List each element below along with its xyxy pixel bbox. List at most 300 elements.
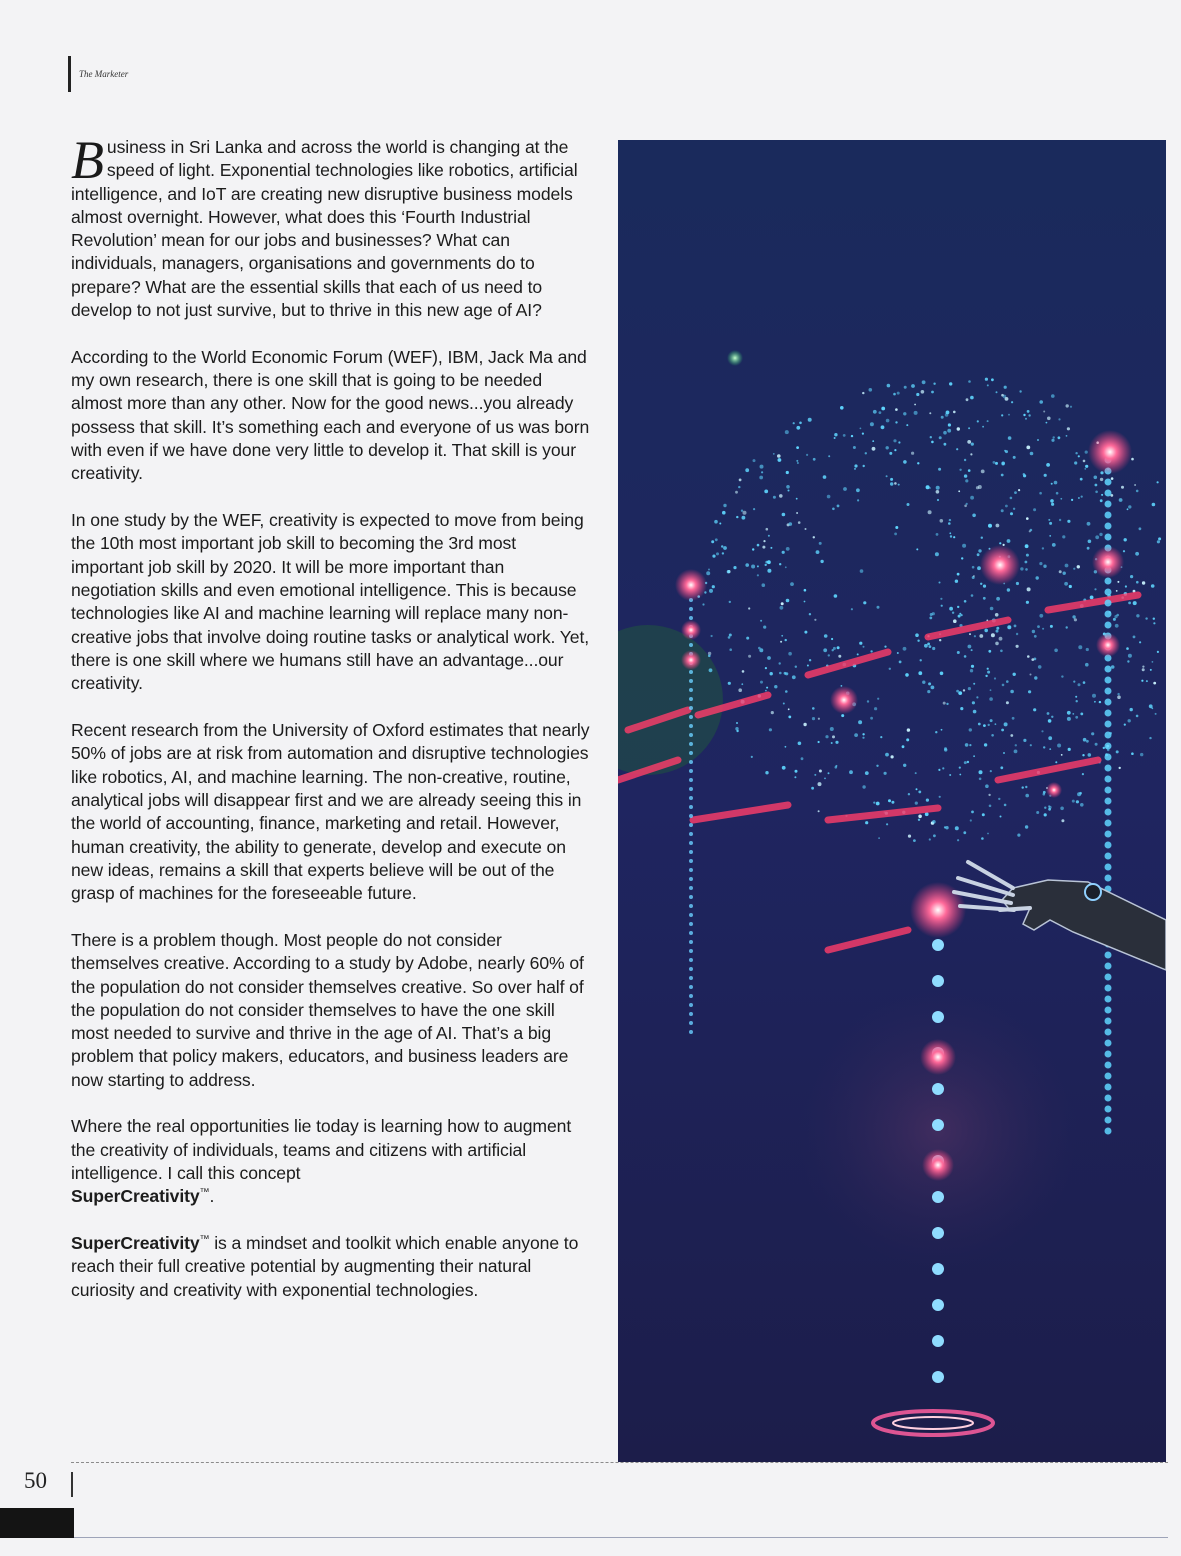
globe-dot [786,471,789,474]
globe-dot [1059,570,1062,573]
line-dot [1105,809,1112,816]
globe-dot [885,753,889,757]
globe-dot [1013,456,1016,459]
globe-dot [818,810,820,812]
globe-dot [711,540,714,543]
line-dot [932,1119,944,1131]
globe-dot [788,708,790,710]
globe-dot [996,391,998,393]
line-dot [689,994,693,998]
globe-dot [1010,497,1013,500]
globe-dot [893,393,896,396]
globe-dot [996,630,999,633]
globe-dot [782,766,786,770]
globe-dot [991,633,995,637]
globe-dot [1044,474,1047,477]
globe-dot [886,823,888,825]
line-dot [1105,831,1112,838]
globe-dot [1086,740,1089,743]
globe-dot [1095,535,1099,539]
line-dot [1105,765,1112,772]
line-dot [689,760,693,764]
pink-glow [675,569,707,601]
globe-dot [970,396,974,400]
globe-dot [1153,618,1155,620]
globe-dot [1075,696,1077,698]
globe-dot [996,627,999,630]
globe-dot [819,770,822,773]
line-dot [1105,1051,1112,1058]
globe-dot [1027,410,1030,413]
globe-dot [743,511,747,515]
globe-dot [929,487,931,489]
globe-dot [780,641,782,643]
line-dot [689,832,693,836]
globe-dot [1117,693,1119,695]
globe-dot [827,495,831,499]
globe-dot [759,476,763,480]
globe-dot [941,605,943,607]
drop-cap: B [71,130,104,190]
globe-dot [1072,615,1075,618]
globe-dot [880,736,882,738]
globe-dot [1022,786,1024,788]
globe-dot [767,656,771,660]
globe-dot [979,634,983,638]
green-glow [727,350,743,366]
globe-dot [1049,535,1051,537]
globe-dot [973,575,975,577]
globe-dot [1039,400,1043,404]
globe-dot [809,613,811,615]
globe-dot [762,546,765,549]
globe-dot [998,798,1000,800]
globe-dot [966,398,969,401]
globe-dot [914,411,918,415]
line-dot [689,805,693,809]
globe-dot [1050,625,1053,628]
globe-dot [798,742,802,746]
globe-dot [1030,529,1033,532]
line-dot [689,1012,693,1016]
globe-dot [1061,675,1063,677]
globe-dot [1030,452,1034,456]
globe-dot [1016,582,1019,585]
globe-dot [995,613,999,617]
globe-dot [729,634,732,637]
line-dot [1105,952,1112,959]
globe-dot [971,811,974,814]
globe-dot [949,519,951,521]
globe-dot [955,580,958,583]
globe-dot [970,819,972,821]
globe-dot [957,839,959,841]
globe-dot [1066,435,1068,437]
line-dot [932,1227,944,1239]
globe-dot [1077,792,1081,796]
globe-dot [941,729,943,731]
globe-dot [843,487,847,491]
globe-dot [985,378,988,381]
globe-dot [841,714,844,717]
line-dot [689,1030,693,1034]
globe-dot [1116,614,1119,617]
globe-dot [943,431,947,435]
globe-dot [950,535,952,537]
line-dot [1105,864,1112,871]
globe-dot [968,687,971,690]
globe-dot [978,723,981,726]
globe-dot [757,544,760,547]
line-dot [689,940,693,944]
globe-dot [1001,394,1004,397]
globe-dot [949,774,951,776]
globe-dot [884,772,887,775]
globe-dot [1141,680,1143,682]
ai-globe-illustration [618,140,1166,1462]
globe-dot [1067,427,1070,430]
globe-dot [804,631,807,634]
globe-dot [796,498,798,500]
globe-dot [970,453,972,455]
globe-dot [872,440,874,442]
paragraph-4: Recent research from the University of Oxford estimates that nearly 50% of jobs are at risk from automation and disruptive technologies like robotics, AI, and machine learning. The non-creative, routine, analytical jobs will disappear first and we are already seeing this in the world of accounting, finance, marketing and retail. However, human creativity, the ability to generate, develop and execute on new ideas, remains a skill that experts believe will be out of the grasp of machines for the foreseeable future. [71,720,590,904]
globe-dot [987,833,989,835]
line-dot [1105,754,1112,761]
globe-dot [1025,794,1029,798]
globe-dot [877,698,879,700]
paragraph-3: In one study by the WEF, creativity is expected to move from being the 10th most important job skill to becoming the 3rd most important job skill by 2020. It will be more important than negotiation skills and even emotional intelligence. This is because technologies like AI and machine learning will replace many non-creative jobs that involve doing routine tasks or analytical work. Yet, there is one skill where we humans still have an advantage...our creativity. [71,510,590,694]
globe-dot [891,755,894,758]
globe-dot [928,510,932,514]
globe-dot [979,778,982,781]
globe-dot [870,422,874,426]
globe-dot [708,655,711,658]
globe-dot [830,727,834,731]
globe-dot [877,606,880,609]
globe-dot [867,700,869,702]
globe-dot [1004,722,1008,726]
globe-dot [1125,585,1127,587]
globe-dot [908,835,911,838]
globe-dot [982,426,984,428]
globe-dot [903,412,906,415]
globe-dot [828,455,830,457]
globe-dot [788,490,790,492]
line-dot [689,814,693,818]
globe-dot [1048,736,1052,740]
globe-dot [786,547,790,551]
globe-dot [1082,754,1084,756]
globe-dot [876,802,880,806]
globe-dot [712,555,715,558]
globe-dot [1013,673,1016,676]
pink-glow [681,650,701,670]
globe-dot [958,691,962,695]
globe-dot [917,462,919,464]
globe-dot [783,703,785,705]
globe-dot [1119,767,1121,769]
globe-dot [757,565,759,567]
globe-dot [940,519,944,523]
globe-dot [908,793,910,795]
globe-dot [876,765,878,767]
globe-dot [1152,503,1156,507]
globe-dot [1014,625,1017,628]
globe-dot [825,735,828,738]
globe-dot [834,594,838,598]
globe-dot [835,741,838,744]
line-dot [1105,490,1112,497]
globe-dot [916,788,918,790]
globe-dot [1133,636,1136,639]
globe-dot [949,607,953,611]
article-body [71,130,591,1326]
globe-dot [770,672,773,675]
globe-dot [786,485,790,489]
line-dot [689,733,693,737]
globe-dot [765,667,767,669]
globe-dot [812,707,815,710]
globe-dot [957,651,960,654]
globe-dot [969,744,971,746]
globe-dot [1072,800,1075,803]
globe-dot [956,448,958,450]
globe-dot [948,522,951,525]
line-dot [1105,985,1112,992]
globe-dot [736,722,738,724]
globe-dot [769,728,772,731]
globe-dot [991,734,994,737]
globe-dot [969,728,972,731]
globe-dot [1036,811,1039,814]
globe-dot [796,512,798,514]
globe-dot [938,769,940,771]
globe-dot [1028,414,1030,416]
globe-dot [1080,803,1084,807]
globe-dot [967,761,969,763]
globe-dot [1062,535,1065,538]
globe-dot [1055,761,1057,763]
globe-dot [702,603,704,605]
globe-dot [1095,484,1098,487]
globe-dot [840,406,844,410]
globe-dot [760,681,763,684]
line-dot [1105,787,1112,794]
globe-dot [1032,630,1035,633]
globe-dot [858,720,862,724]
globe-dot [1117,581,1119,583]
globe-dot [989,805,992,808]
globe-dot [1071,499,1073,501]
line-dot [1105,1128,1112,1135]
globe-dot [1043,411,1045,413]
globe-dot [762,583,766,587]
globe-dot [994,677,996,679]
globe-dot [933,834,936,837]
globe-dot [940,598,942,600]
globe-dot [1131,752,1134,755]
globe-dot [972,566,975,569]
line-dot [689,1021,693,1025]
globe-dot [748,607,750,609]
globe-dot [971,594,974,597]
globe-dot [895,421,897,423]
globe-dot [1146,680,1148,682]
globe-dot [1135,552,1139,556]
globe-dot [1142,666,1144,668]
globe-dot [888,799,891,802]
globe-dot [1054,481,1058,485]
globe-dot [890,482,893,485]
globe-dot [1088,753,1092,757]
globe-dot [1023,473,1025,475]
line-dot [689,742,693,746]
globe-dot [1074,461,1077,464]
globe-dot [921,390,925,394]
globe-dot [968,427,970,429]
globe-dot [1054,649,1058,653]
globe-dot [716,552,719,555]
globe-dot [911,452,914,455]
globe-dot [981,537,983,539]
globe-dot [993,461,996,464]
globe-dot [983,585,986,588]
globe-dot [823,648,827,652]
globe-dot [1061,754,1063,756]
globe-dot [1031,658,1034,661]
globe-dot [893,439,896,442]
globe-dot [1091,732,1094,735]
line-dot [932,939,944,951]
globe-dot [999,637,1003,641]
globe-dot [796,446,799,449]
globe-dot [949,382,952,385]
globe-dot [903,764,906,767]
globe-dot [886,475,888,477]
globe-dot [968,645,972,649]
globe-dot [1048,519,1050,521]
globe-dot [863,646,865,648]
line-dot [1105,1084,1112,1091]
globe-dot [1001,474,1004,477]
globe-dot [735,727,738,730]
globe-dot [894,533,897,536]
globe-dot [794,776,796,778]
globe-dot [859,642,862,645]
globe-dot [1004,804,1007,807]
globe-dot [1136,490,1139,493]
globe-dot [952,612,954,614]
globe-dot [733,566,736,569]
globe-dot [741,683,743,685]
globe-dot [761,471,763,473]
globe-dot [706,571,710,575]
globe-dot [814,619,816,621]
globe-dot [1075,716,1078,719]
globe-dot [1047,712,1050,715]
globe-dot [929,838,931,840]
globe-dot [1000,766,1003,769]
globe-dot [765,564,767,566]
globe-dot [897,392,900,395]
globe-dot [714,520,718,524]
globe-dot [832,508,835,511]
globe-dot [1025,561,1028,564]
globe-dot [1005,397,1009,401]
globe-dot [895,408,898,411]
globe-dot [962,544,966,548]
globe-dot [708,569,710,571]
paragraph-6-text: Where the real opportunities lie today is learning how to augment the creativity of individuals, teams and citizens with artificial intelligence. I call this concept [71,1116,572,1184]
globe-dot [926,485,930,489]
globe-dot [918,671,922,675]
footer-dashed-rule [71,1462,1168,1463]
globe-dot [1082,773,1084,775]
line-dot [689,841,693,845]
globe-dot [938,468,941,471]
line-dot [689,886,693,890]
line-dot [689,769,693,773]
line-dot [932,1263,944,1275]
globe-dot [1048,719,1052,723]
globe-dot [999,542,1001,544]
line-dot [1105,721,1112,728]
globe-dot [928,682,931,685]
globe-dot [1014,750,1018,754]
globe-dot [834,437,836,439]
globe-dot [1074,618,1077,621]
globe-dot [965,479,968,482]
globe-dot [832,649,834,651]
globe-dot [1116,750,1119,753]
globe-dot [904,386,907,389]
globe-dot [956,690,959,693]
globe-dot [865,452,867,454]
line-dot [932,1299,944,1311]
globe-dot [1157,481,1159,483]
globe-dot [760,465,764,469]
globe-dot [936,490,940,494]
line-dot [689,724,693,728]
globe-dot [968,380,971,383]
paragraph-2: According to the World Economic Forum (WEF), IBM, Jack Ma and my own research, there is one skill that is going to be needed almost more than any other. Now for the good news...you already possess that skill. It’s something each and everyone of us was born with even if we have done very little to develop it. That skill is your creativity. [71,346,590,484]
page-number-rule [71,1472,73,1497]
globe-dot [963,689,965,691]
globe-dot [903,460,907,464]
line-dot [1105,611,1112,618]
globe-dot [996,597,1000,601]
globe-dot [857,653,859,655]
globe-dot [970,496,974,500]
line-dot [1105,622,1112,629]
globe-dot [988,794,990,796]
globe-dot [929,412,931,414]
globe-dot [1140,753,1143,756]
globe-dot [834,433,837,436]
globe-dot [881,425,885,429]
globe-dot [1131,458,1134,461]
globe-dot [983,597,986,600]
globe-dot [709,589,713,593]
globe-dot [1117,695,1121,699]
globe-dot [926,799,929,802]
globe-dot [1127,660,1129,662]
globe-dot [813,536,815,538]
globe-dot [1023,739,1026,742]
globe-dot [1025,786,1027,788]
globe-dot [894,482,897,485]
